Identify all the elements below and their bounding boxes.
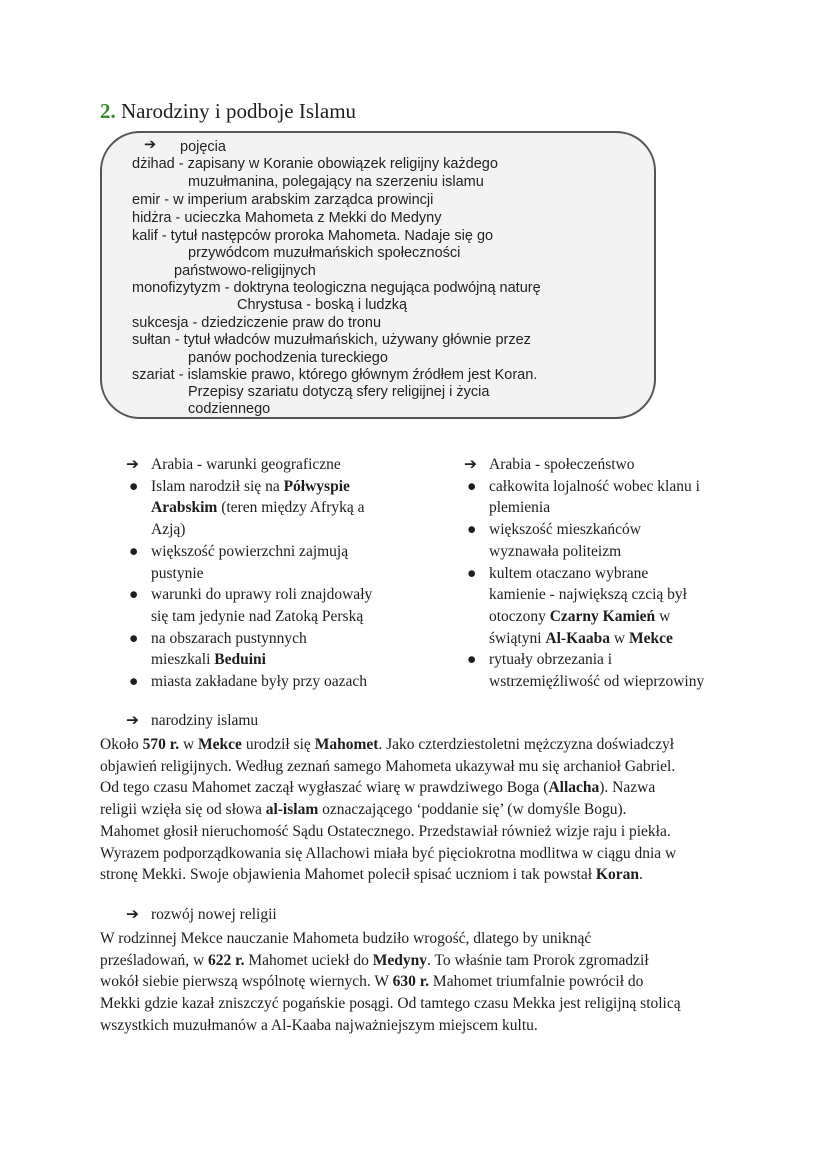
term-line: sukcesja - dziedziczenie praw do tronu bbox=[132, 315, 382, 331]
list-item: ● rytuały obrzezania i wstrzemięźliwość od wieprzowiny bbox=[467, 651, 705, 691]
society-column bbox=[464, 454, 754, 693]
geography-heading: ➔ Arabia - warunki geograficzne bbox=[126, 454, 426, 476]
new-religion-heading: ➔ rozwój nowej religii bbox=[126, 906, 277, 923]
bullet-icon: ● bbox=[129, 673, 139, 691]
bullet-icon: ● bbox=[467, 521, 477, 539]
list-item: ● większość powierzchni zajmują pustynie bbox=[129, 542, 349, 582]
concepts-box bbox=[100, 131, 656, 419]
arrow-icon: ➔ bbox=[464, 456, 477, 473]
term-line: państwowo-religijnych bbox=[174, 263, 316, 279]
term-line: hidżra - ucieczka Mahometa z Mekki do Medyny bbox=[132, 210, 442, 226]
section-title: Narodziny i podboje Islamu bbox=[121, 99, 357, 123]
term-line: szariat - islamskie prawo, którego głównym źródłem jest Koran. bbox=[132, 367, 538, 383]
term-line: Chrystusa - boską i ludzką bbox=[237, 297, 408, 313]
bullet-icon: ● bbox=[467, 564, 477, 582]
bullet-icon: ● bbox=[467, 477, 477, 495]
list-item: ● na obszarach pustynnych mieszkali Beduini bbox=[129, 629, 307, 669]
list-item: ● większość mieszkańców wyznawała politeizm bbox=[467, 521, 641, 560]
bullet-icon: ● bbox=[129, 477, 139, 495]
list-item: ● miasta zakładane były przy oazach bbox=[126, 671, 426, 693]
term-line: Przepisy szariatu dotyczą sfery religijnej i życia bbox=[188, 384, 490, 400]
term-line: przywódcom muzułmańskich społeczności bbox=[188, 245, 461, 261]
list-item: ● Islam narodził się na Półwyspie Arabskim (teren między Afryką a Azją) bbox=[129, 477, 365, 539]
arrow-icon: ➔ bbox=[126, 906, 139, 923]
arrow-icon: ➔ bbox=[126, 456, 139, 473]
term-line: kalif - tytuł następców proroka Mahometa. Nadaje się go bbox=[132, 228, 494, 244]
term-line: muzułmanina, polegający na szerzeniu islamu bbox=[188, 174, 484, 190]
bullet-icon: ● bbox=[467, 651, 477, 669]
term-line: codziennego bbox=[188, 401, 271, 417]
term-line: emir - w imperium arabskim zarządca prowincji bbox=[132, 192, 434, 208]
bullet-icon: ● bbox=[129, 542, 139, 560]
bullet-icon: ● bbox=[129, 629, 139, 647]
new-religion-paragraph: W rodzinnej Mekce nauczanie Mahometa budziło wrogość, dlatego by uniknąć prześladowań, w 622 r. Mahomet uciekł do Medyny. To właśnie tam Prorok zgromadził wokół siebie pierwszą wspólnotę wiernych. W 630 r. Mahomet triumfalnie powrócił do Mekki gdzie kazał zniszczyć pogańskie posągi. Od tamtego czasu Mekka jest religijną stolicą wszystkich muzułmanów a Al-Kaaba najważniejszym miejscem kultu. bbox=[100, 930, 681, 1034]
list-item: ● całkowita lojalność wobec klanu i plemienia bbox=[467, 477, 700, 517]
birth-of-islam-heading: ➔ narodziny islamu bbox=[126, 712, 259, 729]
term-line: panów pochodzenia tureckiego bbox=[188, 350, 388, 366]
page-title bbox=[100, 99, 356, 124]
society-heading: ➔ Arabia - społeczeństwo bbox=[464, 454, 754, 476]
arrow-icon: ➔ bbox=[126, 712, 139, 729]
list-item: ● kultem otaczano wybrane kamienie - największą czcią był otoczony Czarny Kamień w świątyni Al-Kaaba w Mekce bbox=[467, 564, 687, 647]
birth-of-islam-paragraph: Około 570 r. w Mekce urodził się Mahomet. Jako czterdziestoletni mężczyzna doświadczył objawień religijnych. Według zeznań samego Mahometa ukazywał mu się archanioł Gabriel. Od tego czasu Mahomet zaczął wygłaszać wiarę w prawdziwego Boga (Allacha). Nazwa religii wzięła się od słowa al-islam oznaczającego ‘poddanie się’ (w domyśle Bogu). Mahomet głosił nieruchomość Sądu Ostatecznego. Przedstawiał również wizje raju i piekła. Wyrazem podporządkowania się Allachowi miała być pięciokrotna modlitwa w ciągu dnia w stronę Mekki. Swoje objawienia Mahomet polecił spisać uczniom i tak powstał Koran. bbox=[100, 736, 677, 884]
list-item: ● warunki do uprawy roli znajdowały się tam jedynie nad Zatoką Perską bbox=[129, 586, 373, 625]
bullet-icon: ● bbox=[129, 586, 139, 604]
term-line: dżihad - zapisany w Koranie obowiązek religijny każdego bbox=[132, 156, 498, 172]
section-number: 2. bbox=[100, 99, 116, 123]
term-line: sułtan - tytuł władców muzułmańskich, używany głównie przez bbox=[132, 332, 531, 348]
arrow-icon: ➔ bbox=[144, 137, 157, 153]
concepts-heading: pojęcia bbox=[180, 139, 226, 155]
geography-column bbox=[126, 454, 426, 693]
term-line: monofizytyzm - doktryna teologiczna negująca podwójną naturę bbox=[132, 280, 541, 296]
